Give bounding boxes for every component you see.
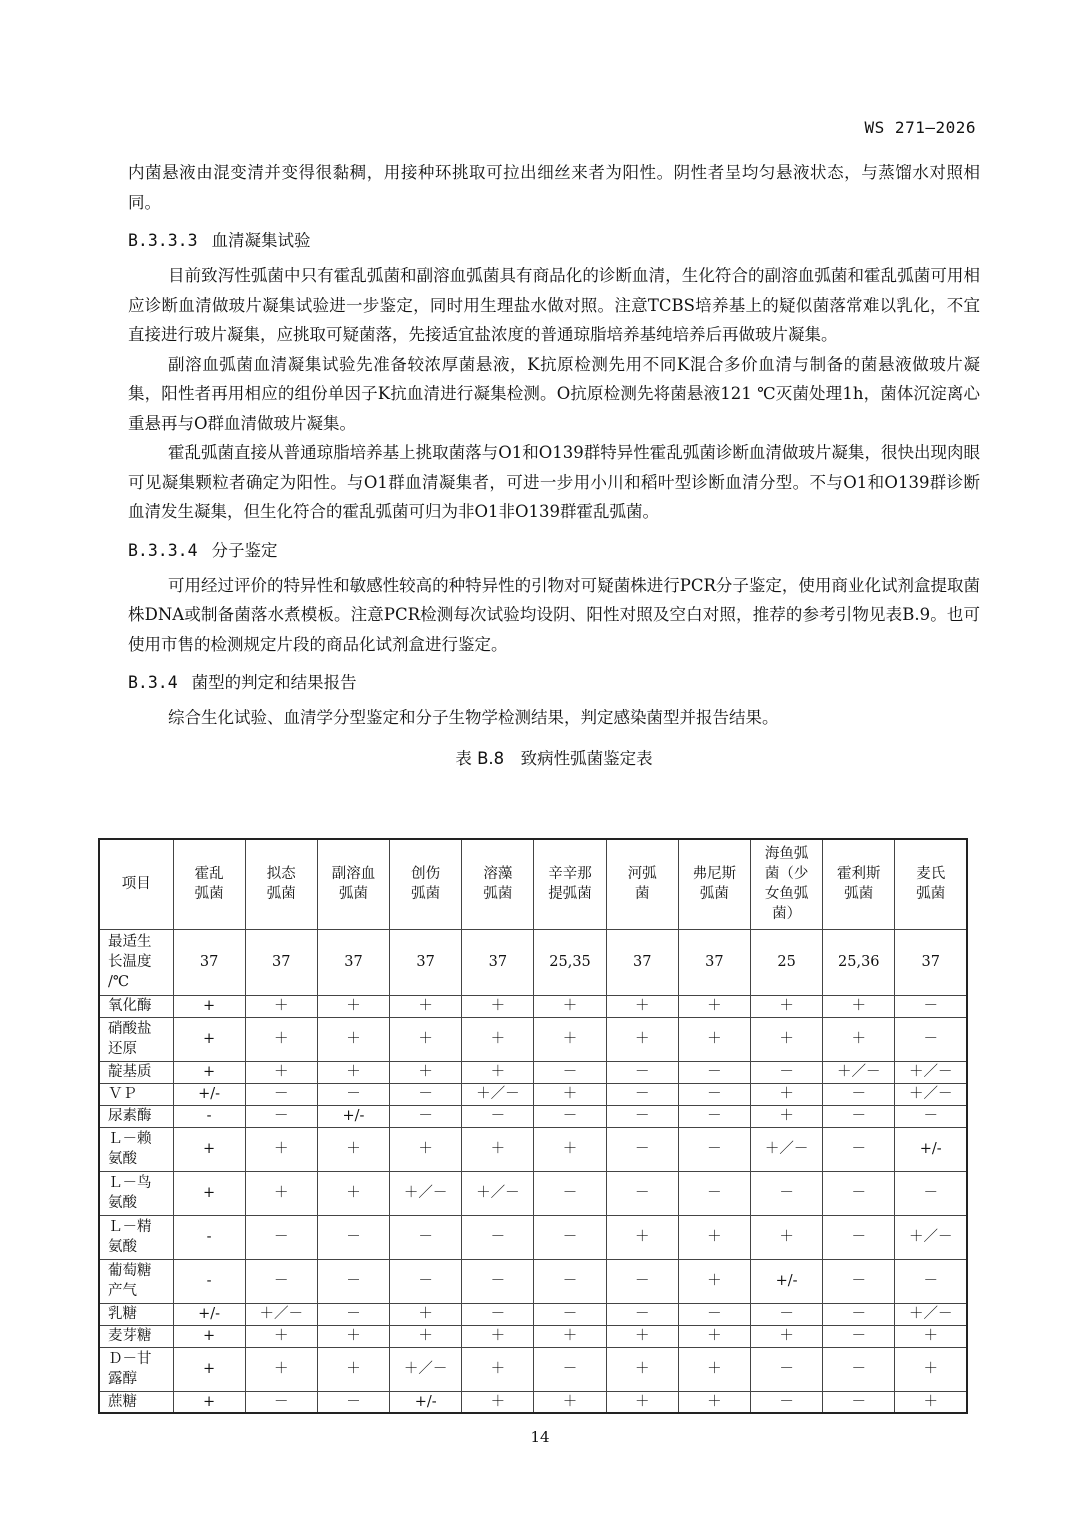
table-cell: － bbox=[678, 1061, 750, 1083]
table-cell: ＋／－ bbox=[245, 1303, 317, 1325]
table-cell: － bbox=[390, 1259, 462, 1303]
column-header: 霍利斯 弧菌 bbox=[823, 839, 895, 929]
table-cell: － bbox=[245, 1391, 317, 1413]
table-cell: ＋／－ bbox=[895, 1215, 967, 1259]
table-row bbox=[99, 1391, 967, 1413]
table-row bbox=[99, 1215, 967, 1259]
table-row bbox=[99, 1105, 967, 1127]
column-header: 弗尼斯 弧菌 bbox=[678, 839, 750, 929]
table-cell: ＋／－ bbox=[462, 1083, 534, 1105]
table-cell: 37 bbox=[245, 929, 317, 995]
table-cell: ＋／－ bbox=[462, 1171, 534, 1215]
table-cell: - bbox=[173, 1259, 245, 1303]
table-cell: ＋ bbox=[678, 1017, 750, 1061]
table-cell: － bbox=[678, 1083, 750, 1105]
table-cell: ＋ bbox=[534, 1017, 606, 1061]
document-body bbox=[128, 158, 980, 783]
table-cell: － bbox=[895, 1105, 967, 1127]
table-cell: +/- bbox=[317, 1105, 389, 1127]
table-cell: ＋ bbox=[245, 1347, 317, 1391]
table-cell: ＋ bbox=[606, 995, 678, 1017]
section-number: B.3.3.4 bbox=[128, 540, 198, 560]
table-cell: ＋ bbox=[534, 995, 606, 1017]
table-cell: － bbox=[534, 1061, 606, 1083]
table-cell: － bbox=[317, 1391, 389, 1413]
table-cell: － bbox=[751, 1061, 823, 1083]
table-cell: － bbox=[823, 1325, 895, 1347]
table-cell: － bbox=[823, 1171, 895, 1215]
table-cell: － bbox=[678, 1303, 750, 1325]
table-cell: － bbox=[462, 1215, 534, 1259]
table-cell: ＋ bbox=[895, 1347, 967, 1391]
table-cell: － bbox=[823, 1083, 895, 1105]
table-cell: 25,35 bbox=[534, 929, 606, 995]
table-cell: ＋ bbox=[462, 995, 534, 1017]
table-cell: ＋ bbox=[317, 1061, 389, 1083]
table-cell: +/- bbox=[390, 1391, 462, 1413]
row-label: 乳糖 bbox=[99, 1303, 173, 1325]
table-cell: ＋／－ bbox=[390, 1171, 462, 1215]
table-row bbox=[99, 1171, 967, 1215]
column-header: 拟态 弧菌 bbox=[245, 839, 317, 929]
table-cell: － bbox=[606, 1171, 678, 1215]
column-header: 溶藻 弧菌 bbox=[462, 839, 534, 929]
table-cell: 25 bbox=[751, 929, 823, 995]
table-cell: － bbox=[606, 1083, 678, 1105]
paragraph-continuation: 内菌悬液由混变清并变得很黏稠，用接种环挑取可拉出细丝来者为阳性。阴性者呈均匀悬液状态，与蒸馏水对照相同。 bbox=[128, 163, 980, 212]
row-label: ＶＰ bbox=[99, 1083, 173, 1105]
table-cell: － bbox=[462, 1105, 534, 1127]
table-cell: － bbox=[751, 1171, 823, 1215]
paragraph: 目前致泻性弧菌中只有霍乱弧菌和副溶血弧菌具有商品化的诊断血清，生化符合的副溶血弧菌和霍乱弧菌可用相应诊断血清做玻片凝集试验进一步鉴定，同时用生理盐水做对照。注意TCBS培养基上的疑似菌落常难以乳化，不宜直接进行玻片凝集，应挑取可疑菌落，先接适宜盐浓度的普通琼脂培养基纯培养后再做玻片凝集。 bbox=[128, 266, 980, 344]
section-heading-serum-agglutination bbox=[128, 227, 980, 255]
table-cell: ＋ bbox=[678, 1347, 750, 1391]
table-cell: ＋ bbox=[317, 1347, 389, 1391]
table-row bbox=[99, 1083, 967, 1105]
table-cell: ＋ bbox=[462, 1127, 534, 1171]
table-cell: 37 bbox=[895, 929, 967, 995]
identification-table bbox=[98, 838, 968, 1414]
table-cell: － bbox=[895, 1171, 967, 1215]
table-cell: + bbox=[173, 1325, 245, 1347]
table-cell: ＋ bbox=[317, 1325, 389, 1347]
table-cell: ＋ bbox=[245, 1325, 317, 1347]
table-cell: ＋ bbox=[462, 1017, 534, 1061]
table-cell: － bbox=[895, 1259, 967, 1303]
section-heading-type-determination bbox=[128, 669, 980, 697]
table-cell: ＋／－ bbox=[823, 1061, 895, 1083]
page-number: 14 bbox=[530, 1428, 550, 1446]
table-cell: － bbox=[823, 1303, 895, 1325]
table-cell: － bbox=[751, 1347, 823, 1391]
column-header: 河弧 菌 bbox=[606, 839, 678, 929]
table-cell: ＋ bbox=[678, 995, 750, 1017]
table-row bbox=[99, 1061, 967, 1083]
table-cell: ＋ bbox=[317, 1171, 389, 1215]
table-cell: 37 bbox=[606, 929, 678, 995]
table-cell: ＋ bbox=[606, 1215, 678, 1259]
table-cell: － bbox=[534, 1105, 606, 1127]
section-title: 分子鉴定 bbox=[211, 540, 278, 560]
table-cell: 37 bbox=[462, 929, 534, 995]
table-cell: － bbox=[606, 1303, 678, 1325]
table-cell: - bbox=[173, 1215, 245, 1259]
table-cell: ＋ bbox=[678, 1215, 750, 1259]
table-row bbox=[99, 1347, 967, 1391]
table-cell: +/- bbox=[173, 1303, 245, 1325]
table-cell: ＋ bbox=[390, 1303, 462, 1325]
table-cell: ＋ bbox=[751, 1325, 823, 1347]
table-cell: 37 bbox=[390, 929, 462, 995]
table-cell: ＋ bbox=[245, 995, 317, 1017]
section-number: B.3.3.3 bbox=[128, 231, 198, 250]
row-label: 蔗糖 bbox=[99, 1391, 173, 1413]
row-label: 靛基质 bbox=[99, 1061, 173, 1083]
table-cell: － bbox=[390, 1215, 462, 1259]
table-cell: ＋ bbox=[823, 1017, 895, 1061]
table-cell: － bbox=[678, 1171, 750, 1215]
table-body bbox=[99, 929, 967, 1413]
table-cell: ＋ bbox=[390, 995, 462, 1017]
table-cell: － bbox=[317, 1259, 389, 1303]
table-cell: － bbox=[317, 1083, 389, 1105]
table-cell: + bbox=[173, 1347, 245, 1391]
table-cell: － bbox=[390, 1083, 462, 1105]
table-cell: － bbox=[534, 1171, 606, 1215]
section-title: 菌型的判定和结果报告 bbox=[191, 673, 357, 692]
paragraph: 综合生化试验、血清学分型鉴定和分子生物学检测结果，判定感染菌型并报告结果。 bbox=[168, 708, 779, 727]
table-cell: ＋ bbox=[534, 1325, 606, 1347]
table-cell: + bbox=[173, 1127, 245, 1171]
column-header: 副溶血 弧菌 bbox=[317, 839, 389, 929]
paragraph: 霍乱弧菌直接从普通琼脂培养基上挑取菌落与O1和O139群特异性霍乱弧菌诊断血清做玻片凝集，很快出现肉眼可见凝集颗粒者确定为阳性。与O1群血清凝集者，可进一步用小川和稻叶型诊断血清分型。不与O1和O139群诊断血清发生凝集，但生化符合的霍乱弧菌可归为非O1非O139群霍乱弧菌。 bbox=[128, 443, 980, 521]
table-cell: － bbox=[895, 1017, 967, 1061]
table-cell: ＋ bbox=[678, 1325, 750, 1347]
table-cell: ＋ bbox=[606, 1347, 678, 1391]
document-code: WS 271—2026 bbox=[864, 118, 976, 137]
table-cell: － bbox=[245, 1259, 317, 1303]
row-label: 氧化酶 bbox=[99, 995, 173, 1017]
table-cell: ＋ bbox=[534, 1391, 606, 1413]
table-cell: +/- bbox=[895, 1127, 967, 1171]
table-cell: － bbox=[317, 1215, 389, 1259]
table-cell: － bbox=[245, 1215, 317, 1259]
table-cell: ＋ bbox=[317, 1127, 389, 1171]
table-cell: － bbox=[534, 1215, 606, 1259]
table-cell: － bbox=[462, 1259, 534, 1303]
table-cell: ＋ bbox=[462, 1325, 534, 1347]
table-cell: ＋ bbox=[751, 1017, 823, 1061]
column-header: 海鱼弧 菌（少 女鱼弧 菌） bbox=[751, 839, 823, 929]
table-cell: ＋ bbox=[390, 1325, 462, 1347]
table-cell: ＋ bbox=[895, 1391, 967, 1413]
table-cell: － bbox=[245, 1083, 317, 1105]
table-cell: + bbox=[173, 1061, 245, 1083]
row-label: Ｄ－甘 露醇 bbox=[99, 1347, 173, 1391]
row-label: Ｌ－鸟 氨酸 bbox=[99, 1171, 173, 1215]
table-cell: ＋ bbox=[462, 1347, 534, 1391]
table-cell: ＋ bbox=[462, 1391, 534, 1413]
paragraph: 副溶血弧菌血清凝集试验先准备较浓厚菌悬液，K抗原检测先用不同K混合多价血清与制备的菌悬液做玻片凝集，阳性者再用相应的组份单因子K抗血清进行凝集检测。O抗原检测先将菌悬液121 ℃灭菌处理1h，菌体沉淀离心重悬再与O群血清做玻片凝集。 bbox=[128, 354, 980, 433]
table-cell: ＋／－ bbox=[751, 1127, 823, 1171]
row-label: 麦芽糖 bbox=[99, 1325, 173, 1347]
table-cell: ＋ bbox=[245, 1061, 317, 1083]
table-cell: － bbox=[678, 1127, 750, 1171]
table-cell: 37 bbox=[678, 929, 750, 995]
table-cell: － bbox=[895, 995, 967, 1017]
table-row bbox=[99, 1259, 967, 1303]
table-cell: ＋ bbox=[317, 1017, 389, 1061]
table-cell: － bbox=[823, 1391, 895, 1413]
table-header-row bbox=[99, 839, 967, 929]
row-label: 硝酸盐 还原 bbox=[99, 1017, 173, 1061]
table-cell: ＋ bbox=[606, 1325, 678, 1347]
table-cell: + bbox=[173, 1017, 245, 1061]
table-cell: +/- bbox=[751, 1259, 823, 1303]
paragraph: 可用经过评价的特异性和敏感性较高的种特异性的引物对可疑菌株进行PCR分子鉴定，使用商业化试剂盒提取菌株DNA或制备菌落水煮模板。注意PCR检测每次试验均设阴、阳性对照及空白对照，推荐的参考引物见表B.9。也可使用市售的检测规定片段的商品化试剂盒进行鉴定。 bbox=[128, 575, 980, 654]
table-cell: ＋ bbox=[245, 1127, 317, 1171]
table-cell: － bbox=[606, 1127, 678, 1171]
table-cell: ＋ bbox=[462, 1061, 534, 1083]
table-cell: － bbox=[606, 1105, 678, 1127]
table-cell: － bbox=[751, 1303, 823, 1325]
row-label: 最适生 长温度 /℃ bbox=[99, 929, 173, 995]
table-cell: － bbox=[390, 1105, 462, 1127]
table-cell: ＋ bbox=[678, 1259, 750, 1303]
table-cell: － bbox=[823, 1105, 895, 1127]
table-cell: ＋／－ bbox=[895, 1083, 967, 1105]
section-title: 血清凝集试验 bbox=[211, 231, 311, 250]
table-cell: － bbox=[462, 1303, 534, 1325]
table-cell: 25,36 bbox=[823, 929, 895, 995]
table-cell: － bbox=[823, 1127, 895, 1171]
section-number: B.3.4 bbox=[128, 673, 178, 692]
table-cell: － bbox=[606, 1061, 678, 1083]
table-cell: 37 bbox=[173, 929, 245, 995]
table-cell: － bbox=[823, 1347, 895, 1391]
table-cell: 37 bbox=[317, 929, 389, 995]
table-title: 表 B.8 致病性弧菌鉴定表 bbox=[455, 748, 653, 768]
table-cell: － bbox=[678, 1105, 750, 1127]
column-header: 麦氏 弧菌 bbox=[895, 839, 967, 929]
table-cell: ＋／－ bbox=[895, 1303, 967, 1325]
table-cell: +/- bbox=[173, 1083, 245, 1105]
table-cell: ＋／－ bbox=[895, 1061, 967, 1083]
table-cell: － bbox=[534, 1303, 606, 1325]
table-cell: ＋ bbox=[390, 1017, 462, 1061]
row-label: 尿素酶 bbox=[99, 1105, 173, 1127]
table-cell: ＋ bbox=[390, 1127, 462, 1171]
table-cell: ＋ bbox=[245, 1171, 317, 1215]
table-cell: ＋ bbox=[245, 1017, 317, 1061]
table-cell: + bbox=[173, 1391, 245, 1413]
table-row bbox=[99, 995, 967, 1017]
row-label: Ｌ－赖 氨酸 bbox=[99, 1127, 173, 1171]
table-cell: ＋ bbox=[751, 1215, 823, 1259]
table-cell: ＋ bbox=[534, 1127, 606, 1171]
table-row bbox=[99, 929, 967, 995]
section-heading-molecular-identification bbox=[128, 537, 980, 565]
column-header: 霍乱 弧菌 bbox=[173, 839, 245, 929]
table-cell: ＋ bbox=[317, 995, 389, 1017]
row-label: Ｌ－精 氨酸 bbox=[99, 1215, 173, 1259]
table-cell: ＋／－ bbox=[390, 1347, 462, 1391]
table-cell: - bbox=[173, 1105, 245, 1127]
table-cell: ＋ bbox=[823, 995, 895, 1017]
table-cell: ＋ bbox=[390, 1061, 462, 1083]
column-header: 辛辛那 提弧菌 bbox=[534, 839, 606, 929]
row-label: 葡萄糖 产气 bbox=[99, 1259, 173, 1303]
table-cell: + bbox=[173, 1171, 245, 1215]
table-row bbox=[99, 1017, 967, 1061]
table-cell: + bbox=[173, 995, 245, 1017]
table-cell: ＋ bbox=[534, 1083, 606, 1105]
table-cell: － bbox=[751, 1391, 823, 1413]
table-cell: ＋ bbox=[678, 1391, 750, 1413]
table-cell: ＋ bbox=[751, 1105, 823, 1127]
table-cell: ＋ bbox=[751, 1083, 823, 1105]
table-cell: － bbox=[317, 1303, 389, 1325]
table-cell: ＋ bbox=[606, 1017, 678, 1061]
table-cell: ＋ bbox=[606, 1391, 678, 1413]
table-cell: － bbox=[606, 1259, 678, 1303]
header-item: 项目 bbox=[99, 839, 173, 929]
table-row bbox=[99, 1127, 967, 1171]
table-cell: － bbox=[534, 1347, 606, 1391]
table-cell: － bbox=[823, 1259, 895, 1303]
table-cell: － bbox=[245, 1105, 317, 1127]
table-cell: － bbox=[534, 1259, 606, 1303]
table-cell: ＋ bbox=[751, 995, 823, 1017]
table-row bbox=[99, 1303, 967, 1325]
column-header: 创伤 弧菌 bbox=[390, 839, 462, 929]
table-row bbox=[99, 1325, 967, 1347]
table-cell: ＋ bbox=[895, 1325, 967, 1347]
table-cell: － bbox=[823, 1215, 895, 1259]
